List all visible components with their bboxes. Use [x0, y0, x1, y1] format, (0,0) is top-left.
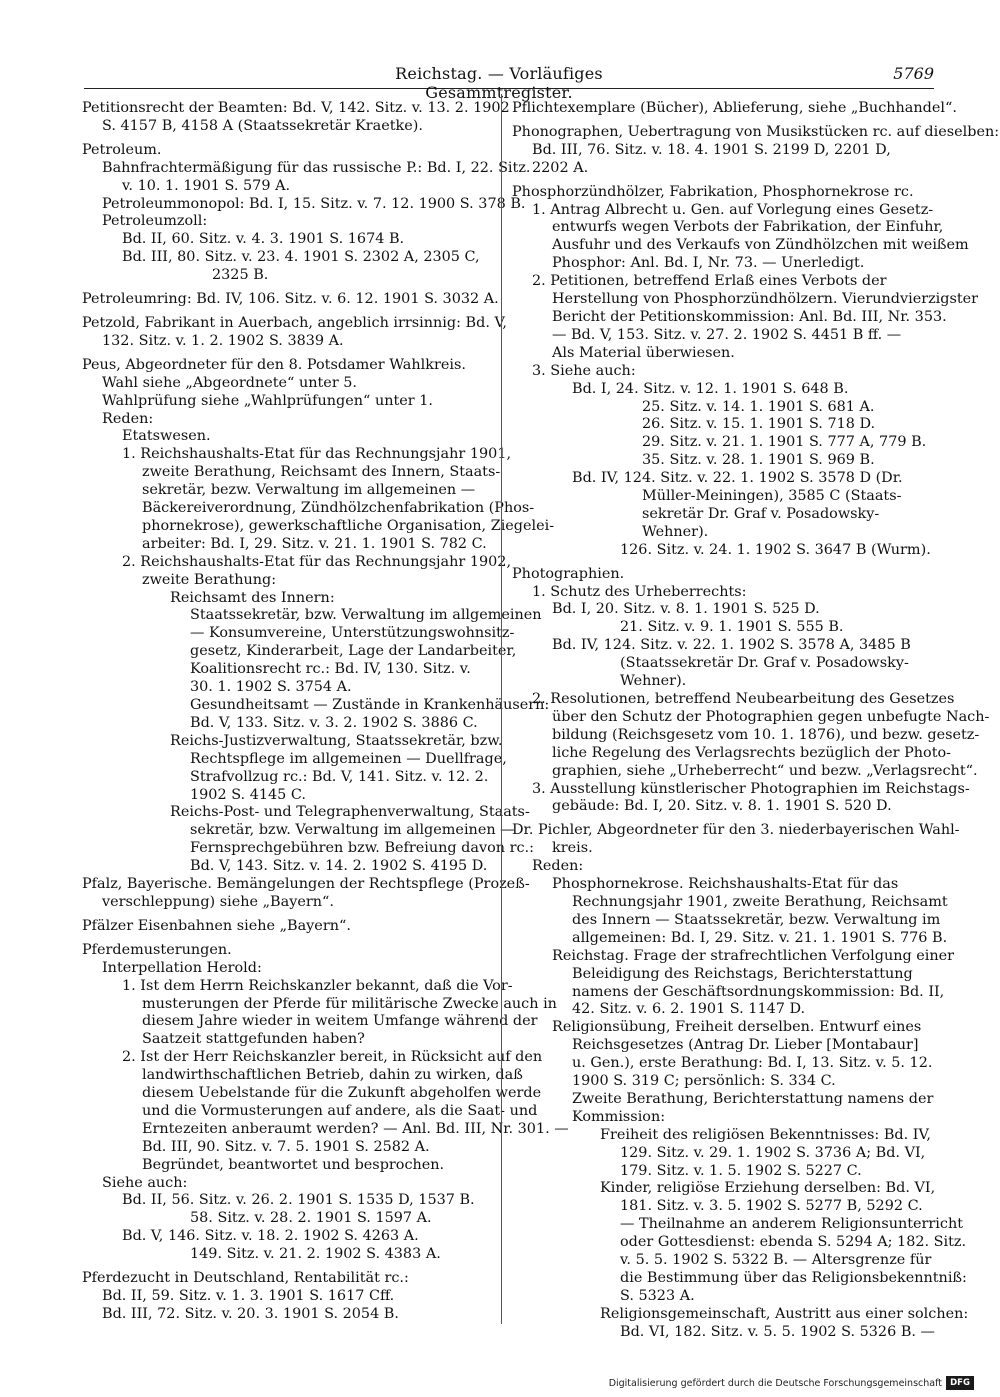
index-entry-line: 1900 S. 319 C; persönlich: S. 334 C. [572, 1073, 836, 1090]
index-entry-line: 129. Sitz. v. 29. 1. 1902 S. 3736 A; Bd. VI, [620, 1144, 926, 1161]
index-entry-line: Siehe auch: [102, 1174, 188, 1191]
index-entry-heading: Pfalz, Bayerische. Bemängelungen der Rechtspflege (Prozeß- [82, 876, 530, 893]
index-entry-line: 25. Sitz. v. 14. 1. 1901 S. 681 A. [642, 398, 875, 415]
index-entry-line: 149. Sitz. v. 21. 2. 1902 S. 4383 A. [190, 1246, 441, 1263]
index-entry-line: 58. Sitz. v. 28. 2. 1901 S. 1597 A. [190, 1210, 432, 1227]
index-entry-line: Reichs-Post- und Telegraphenverwaltung, Staats- [170, 804, 530, 821]
index-entry-line: Reichstag. Frage der strafrechtlichen Verfolgung einer [552, 947, 955, 964]
index-entry-line: die Bestimmung über das Religionsbekenntniß: [620, 1270, 967, 1286]
index-entry-line: 179. Sitz. v. 1. 5. 1902 S. 5227 C. [620, 1162, 862, 1179]
index-entry-line: 26. Sitz. v. 15. 1. 1901 S. 718 D. [642, 416, 876, 433]
index-entry-line: v. 10. 1. 1901 S. 579 A. [122, 177, 291, 194]
index-entry-line: Bd. VI, 182. Sitz. v. 5. 5. 1902 S. 5326 B. — [620, 1323, 935, 1340]
index-entry-line: 132. Sitz. v. 1. 2. 1902 S. 3839 A. [102, 332, 344, 349]
index-entry-line: Gesundheitsamt — Zustände in Krankenhäusern: [190, 697, 550, 713]
index-entry-line: sekretär, bezw. Verwaltung im allgemeinen — [142, 482, 476, 499]
index-entry-line: 30. 1. 1902 S. 3754 A. [190, 679, 352, 696]
index-entry-line: Phosphornekrose. Reichshaushalts-Etat für das [552, 876, 899, 893]
index-entry-line: Bd. IV, 124. Sitz. v. 22. 1. 1902 S. 3578 D (Dr. [572, 470, 903, 487]
index-entry-line: S. 5323 A. [620, 1287, 695, 1304]
index-entry-line: Petroleumzoll: [102, 213, 208, 230]
dfg-logo-icon: DFG [946, 1376, 974, 1390]
index-entry-line: Wehner). [642, 523, 709, 540]
page-header [84, 58, 934, 102]
index-entry-line: Freiheit des religiösen Bekenntnisses: Bd. IV, [600, 1126, 931, 1143]
index-entry-line: 1. Reichshaushalts-Etat für das Rechnungsjahr 1901, [122, 446, 512, 463]
index-entry-line: Bd. II, 56. Sitz. v. 26. 2. 1901 S. 1535 D, 1537 B. [122, 1192, 475, 1209]
index-entry-heading: Petroleumring: Bd. IV, 106. Sitz. v. 6. 12. 1901 S. 3032 A. [82, 291, 499, 308]
index-entry-line: Etatswesen. [122, 428, 211, 445]
page-number: 5769 [893, 64, 934, 83]
index-entry-line: 42. Sitz. v. 6. 2. 1901 S. 1147 D. [572, 1001, 806, 1018]
index-entry-line: Kinder, religiöse Erziehung derselben: Bd. VI, [600, 1180, 936, 1197]
index-entry-line: 1. Schutz des Urheberrechts: [532, 583, 747, 600]
index-entry-line: Kommission: [572, 1108, 666, 1125]
page-footer [600, 1376, 980, 1392]
index-entry-line: Bd. II, 60. Sitz. v. 4. 3. 1901 S. 1674 B. [122, 231, 405, 248]
index-entry-line: Reden: [102, 410, 154, 427]
index-entry-line: arbeiter: Bd. I, 29. Sitz. v. 21. 1. 1901 S. 782 C. [142, 535, 487, 552]
index-entry-line: Bd. IV, 124. Sitz. v. 22. 1. 1902 S. 3578 A, 3485 B [552, 637, 911, 654]
index-entry-line: u. Gen.), erste Berathung: Bd. I, 13. Sitz. v. 5. 12. [572, 1055, 933, 1072]
index-entry-line: 2. Petitionen, betreffend Erlaß eines Verbots der [532, 273, 887, 290]
running-title: Reichstag. — Vorläufiges Gesammtregister. [395, 64, 603, 102]
index-entry-line: diesem Uebelstande für die Zukunft abgeholfen werde [142, 1085, 542, 1102]
index-entry-line: Bd. V, 133. Sitz. v. 3. 2. 1902 S. 3886 C. [190, 714, 478, 731]
index-entry-line: bildung (Reichsgesetz vom 10. 1. 1876), und bezw. gesetz- [552, 726, 980, 743]
index-entry-line: Bd. V, 146. Sitz. v. 18. 2. 1902 S. 4263 A. [122, 1228, 419, 1245]
funding-note: Digitalisierung gefördert durch die Deutsche Forschungsgemeinschaft [608, 1378, 942, 1389]
index-entry-line: 2. Ist der Herr Reichskanzler bereit, in Rücksicht auf den [122, 1049, 543, 1066]
index-entry-line: 2. Reichshaushalts-Etat für das Rechnungsjahr 1902, [122, 553, 512, 570]
index-entry-line: Bäckereiverordnung, Zündhölzchenfabrikation (Phos- [142, 500, 535, 517]
index-entry-line: Müller-Meiningen), 3585 C (Staats- [642, 488, 902, 505]
index-entry-line: Beleidigung des Reichstags, Berichterstattung [572, 965, 913, 982]
index-entry-line: Fernsprechgebühren bzw. Befreiung davon rc.: [190, 840, 534, 857]
index-entry-line: 29. Sitz. v. 21. 1. 1901 S. 777 A, 779 B. [642, 434, 927, 451]
index-entry-line: Bd. I, 20. Sitz. v. 8. 1. 1901 S. 525 D. [552, 601, 820, 618]
index-entry-line: Bd. I, 24. Sitz. v. 12. 1. 1901 S. 648 B. [572, 380, 849, 397]
index-entry-line: 3. Ausstellung künstlerischer Photographien im Reichstags- [532, 780, 970, 797]
index-entry-line: 1902 S. 4145 C. [190, 786, 306, 803]
index-entry-line: Als Material überwiesen. [552, 344, 735, 361]
index-entry-line: Erntezeiten anberaumt werden? — Anl. Bd. III, Nr. 301. — [142, 1120, 569, 1137]
index-entry-line: 3. Siehe auch: [532, 362, 636, 379]
index-entry-line: 35. Sitz. v. 28. 1. 1901 S. 969 B. [642, 452, 875, 469]
index-entry-line: über den Schutz der Photographien gegen unbefugte Nach- [552, 708, 990, 725]
index-entry-line: phornekrose), gewerkschaftliche Organisation, Ziegelei- [142, 517, 555, 534]
index-entry-line: landwirthschaftlichen Betrieb, dahin zu wirken, daß [142, 1067, 523, 1084]
index-entry-line: gebäude: Bd. I, 20. Sitz. v. 8. 1. 1901 S. 520 D. [552, 798, 892, 815]
index-entry-line: Ausfuhr und des Verkaufs von Zündhölzchen mit weißem [552, 237, 969, 254]
index-entry-heading: Pfälzer Eisenbahnen siehe „Bayern“. [82, 917, 351, 934]
index-entry-line: 1. Antrag Albrecht u. Gen. auf Vorlegung eines Gesetz- [532, 201, 934, 218]
index-entry-line: diesem Jahre wieder in weitem Umfange während der [142, 1013, 538, 1030]
index-entry-heading: Peus, Abgeordneter für den 8. Potsdamer Wahlkreis. [82, 356, 466, 373]
index-entry-line: sekretär Dr. Graf v. Posadowsky- [642, 505, 880, 522]
index-entry-line: Zweite Berathung, Berichterstattung namens der [572, 1090, 934, 1107]
index-entry-heading: Petitionsrecht der Beamten: Bd. V, 142. Sitz. v. 13. 2. 1902 [82, 100, 510, 116]
index-entry-line: oder Gottesdienst: ebenda S. 5294 A; 182. Sitz. [620, 1234, 967, 1251]
index-entry-line: 181. Sitz. v. 3. 5. 1902 S. 5277 B, 5292 C. [620, 1198, 923, 1215]
index-entry-line: Reichsamt des Innern: [170, 589, 335, 606]
index-entry-line: liche Regelung des Verlagsrechts bezüglich der Photo- [552, 744, 952, 761]
index-entry-line: Staatssekretär, bzw. Verwaltung im allgemeinen [190, 607, 542, 624]
index-entry-line: Interpellation Herold: [102, 959, 262, 976]
index-entry-line: verschleppung) siehe „Bayern“. [102, 893, 334, 910]
index-entry-heading: Pflichtexemplare (Bücher), Ablieferung, siehe „Buchhandel“. [512, 100, 957, 116]
index-entry-line: Rechnungsjahr 1901, zweite Berathung, Reichsamt [572, 893, 948, 910]
index-entry-line: Bericht der Petitionskommission: Anl. Bd. III, Nr. 353. [552, 308, 947, 325]
index-entry-line: kreis. [552, 840, 593, 857]
right-column [512, 100, 1000, 1342]
index-entry-line: allgemeinen: Bd. I, 29. Sitz. v. 21. 1. 1901 S. 776 B. [572, 929, 948, 946]
index-entry-line: Religionsübung, Freiheit derselben. Entwurf eines [552, 1019, 922, 1036]
index-entry-line: Herstellung von Phosphorzündhölzern. Vierundvierzigster [552, 291, 979, 308]
index-entry-line: Bd. III, 72. Sitz. v. 20. 3. 1901 S. 2054 B. [102, 1305, 399, 1322]
index-entry-line: Bd. V, 143. Sitz. v. 14. 2. 1902 S. 4195 D. [190, 858, 488, 875]
index-entry-line: Religionsgemeinschaft, Austritt aus einer solchen: [600, 1305, 969, 1322]
index-entry-line: Koalitionsrecht rc.: Bd. IV, 130. Sitz. v. [190, 661, 471, 678]
index-entry-line: Bd. II, 59. Sitz. v. 1. 3. 1901 S. 1617 Cff. [102, 1288, 395, 1304]
index-entry-line: — Konsumvereine, Unterstützungswohnsitz- [190, 625, 515, 642]
index-entry-line: und die Vormusterungen auf andere, als die Saat- und [142, 1102, 538, 1119]
index-entry-line: Bd. III, 80. Sitz. v. 23. 4. 1901 S. 2302 A, 2305 C, [122, 249, 480, 266]
index-entry-heading: Dr. Pichler, Abgeordneter für den 3. niederbayerischen Wahl- [512, 822, 960, 839]
index-entry-line: — Bd. V, 153. Sitz. v. 27. 2. 1902 S. 4451 B ff. — [552, 326, 902, 343]
index-entry-line: 21. Sitz. v. 9. 1. 1901 S. 555 B. [620, 619, 844, 636]
index-entry-line: des Innern — Staatssekretär, bezw. Verwaltung im [572, 911, 941, 928]
index-entry-line: Bd. III, 90. Sitz. v. 7. 5. 1901 S. 2582 A. [142, 1138, 430, 1155]
index-entry-line: 126. Sitz. v. 24. 1. 1902 S. 3647 B (Wurm). [620, 541, 931, 558]
index-entry-line: v. 5. 5. 1902 S. 5322 B. — Altersgrenze für [620, 1252, 932, 1269]
index-entry-line: zweite Berathung: [142, 571, 277, 588]
index-entry-line: Phosphor: Anl. Bd. I, Nr. 73. — Unerledigt. [552, 255, 865, 272]
index-entry-line: Wahlprüfung siehe „Wahlprüfungen“ unter 1. [102, 392, 433, 409]
index-entry-line: Rechtspflege im allgemeinen — Duellfrage, [190, 750, 507, 767]
index-entry-line: Strafvollzug rc.: Bd. V, 141. Sitz. v. 12. 2. [190, 768, 489, 785]
index-entry-line: zweite Berathung, Reichsamt des Innern, Staats- [142, 464, 501, 481]
index-entry-line: Bahnfrachtermäßigung für das russische P.: Bd. I, 22. Sitz. [102, 159, 531, 176]
index-entry-line: gesetz, Kinderarbeit, Lage der Landarbeiter, [190, 643, 517, 660]
index-entry-line: S. 4157 B, 4158 A (Staatssekretär Kraetke). [102, 117, 423, 134]
index-entry-line: 2325 B. [212, 267, 269, 284]
index-entry-line: — Theilnahme an anderem Religionsunterricht [620, 1216, 964, 1233]
index-entry-line: Wehner). [620, 673, 687, 690]
index-entry-line: Petroleummonopol: Bd. I, 15. Sitz. v. 7. 12. 1900 S. 378 B. [102, 195, 526, 212]
index-entry-line: Reichsgesetzes (Antrag Dr. Lieber [Montabaur] [572, 1037, 919, 1054]
index-entry-line: Bd. III, 76. Sitz. v. 18. 4. 1901 S. 2199 D, 2201 D, [532, 141, 891, 158]
index-entry-line: Reden: [532, 858, 584, 875]
index-entry-line: entwurfs wegen Verbots der Fabrikation, der Einfuhr, [552, 219, 944, 236]
index-entry-line: Begründet, beantwortet und besprochen. [142, 1156, 445, 1173]
index-entry-heading: Pferdemusterungen. [82, 941, 232, 958]
index-entry-line: graphien, siehe „Urheberrecht“ und bezw. „Verlagsrecht“. [552, 762, 978, 779]
index-entry-line: sekretär, bzw. Verwaltung im allgemeinen — [190, 822, 515, 839]
index-entry-line: Wahl siehe „Abgeordnete“ unter 5. [102, 374, 358, 391]
column-divider [501, 94, 502, 1324]
index-entry-heading: Photographien. [512, 565, 625, 582]
index-entry-line: Saatzeit stattgefunden haben? [142, 1031, 365, 1048]
index-entry-line: namens der Geschäftsordnungskommission: Bd. II, [572, 983, 945, 1000]
index-entry-heading: Phonographen, Uebertragung von Musikstücken rc. auf dieselben: [512, 123, 1000, 140]
index-entry-line: musterungen der Pferde für militärische Zwecke auch in [142, 995, 557, 1012]
index-entry-heading: Phosphorzündhölzer, Fabrikation, Phosphornekrose rc. [512, 183, 914, 200]
index-entry-heading: Petroleum. [82, 141, 162, 158]
index-entry-line: 2. Resolutionen, betreffend Neubearbeitung des Gesetzes [532, 691, 955, 707]
index-entry-line: (Staatssekretär Dr. Graf v. Posadowsky- [620, 655, 909, 672]
index-entry-line: 1. Ist dem Herrn Reichskanzler bekannt, daß die Vor- [122, 977, 513, 994]
index-entry-heading: Petzold, Fabrikant in Auerbach, angeblich irrsinnig: Bd. V, [82, 314, 507, 331]
index-entry-line: 2202 A. [532, 159, 589, 176]
index-entry-heading: Pferdezucht in Deutschland, Rentabilität rc.: [82, 1270, 409, 1287]
index-entry-line: Reichs-Justizverwaltung, Staatssekretär, bzw. [170, 732, 503, 749]
